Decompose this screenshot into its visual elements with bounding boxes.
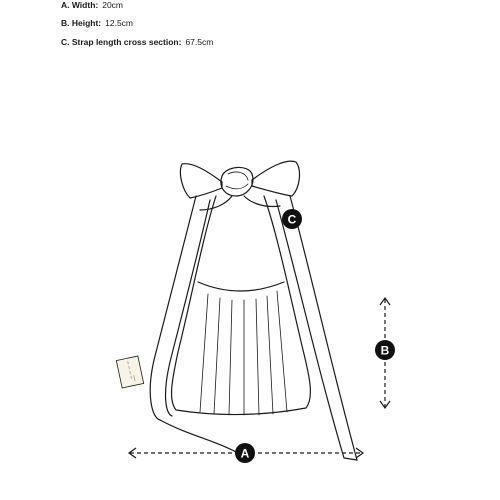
spec-strap-value: 67.5cm: [185, 37, 214, 47]
spec-height-value: 12.5cm: [105, 18, 134, 28]
bow-right-loop: [252, 161, 299, 196]
bag-body-outline: [172, 196, 311, 415]
marker-b-label: B: [380, 343, 390, 358]
spec-width-label: A. Width:: [61, 0, 99, 10]
marker-a-label: A: [240, 446, 250, 461]
brand-label-tag: [116, 356, 143, 388]
left-strap: [150, 196, 196, 420]
right-strap: [276, 200, 357, 460]
bag-pleats: [200, 291, 287, 415]
spec-width-value: 20cm: [102, 0, 124, 10]
bow-left-loop: [180, 164, 222, 198]
marker-c-label: C: [287, 212, 297, 227]
bag-seam: [198, 282, 284, 291]
spec-strap-label: C. Strap length cross section:: [61, 37, 182, 47]
spec-height-label: B. Height:: [61, 18, 102, 28]
